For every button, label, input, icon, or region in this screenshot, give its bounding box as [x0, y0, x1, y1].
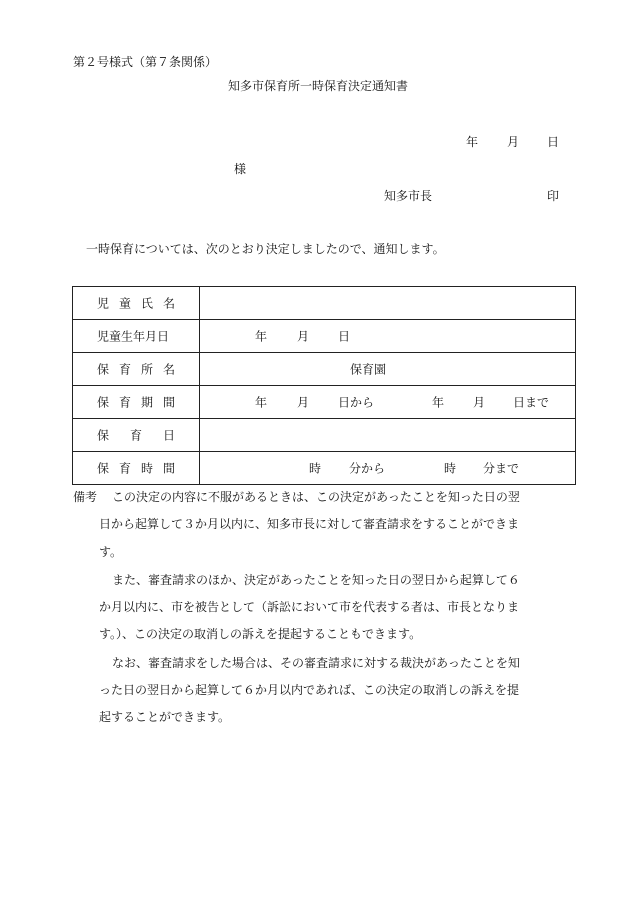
remarks-p3-line3: 起することができます。	[99, 710, 231, 724]
period-start-day: 日から	[338, 395, 375, 410]
remarks-p3-line1: なお、審査請求をした場合は、その審査請求に対する裁決があったことを知	[112, 656, 520, 670]
birth-day-label: 日	[338, 329, 351, 344]
child-name-value-cell[interactable]	[200, 287, 576, 320]
label-cell	[73, 320, 200, 353]
hours-start-hour: 時	[309, 461, 322, 476]
remarks-p1-line3: す。	[99, 545, 123, 559]
nursery-name-label: 保 育 所 名	[97, 362, 175, 377]
care-hours-value-cell[interactable]	[200, 452, 576, 485]
remarks-p2-line3: す。）、この決定の取消しの訴えを提起することもできます。	[99, 627, 422, 641]
hours-end-hour: 時	[444, 461, 457, 476]
hours-end-minute: 分まで	[483, 461, 520, 476]
intro-text: 一時保育については、次のとおり決定しましたので、通知します。	[86, 242, 445, 256]
care-period-label: 保 育 期 間	[97, 395, 175, 410]
remarks-p2-line2: か月以内に、市を被告として（訴訟において市を代表する者は、市長となりま	[99, 600, 520, 614]
label-cell	[73, 287, 200, 320]
document-title: 知多市保育所一時保育決定通知書	[228, 79, 409, 93]
addressee-honorific: 様	[234, 162, 247, 176]
label-cell	[73, 452, 200, 485]
date-year-label: 年	[466, 135, 479, 149]
child-name-label: 児 童 氏 名	[97, 296, 175, 311]
period-end-year: 年	[432, 395, 445, 410]
form-number: 第２号様式（第７条関係）	[73, 55, 218, 69]
issuer-seal: 印	[547, 189, 560, 203]
remarks-heading: 備考	[73, 490, 98, 504]
date-day-label: 日	[547, 135, 560, 149]
table-row-nursery-name	[73, 353, 576, 386]
remarks-p2-line1: また、審査請求のほか、決定があったことを知った日の翌日から起算して６	[112, 573, 520, 587]
period-start-month: 月	[297, 395, 310, 410]
label-cell	[73, 353, 200, 386]
care-days-label: 保 育 日	[97, 428, 175, 443]
decision-table	[72, 286, 576, 485]
remarks-p1-line1: この決定の内容に不服があるときは、この決定があったことを知った日の翌	[112, 490, 520, 504]
nursery-name-value-cell[interactable]	[200, 353, 576, 386]
care-hours-label: 保 育 時 間	[97, 461, 175, 476]
care-days-value-cell[interactable]	[200, 419, 576, 452]
birth-year-label: 年	[255, 329, 268, 344]
remarks-p3-line2: った日の翌日から起算して６か月以内であれば、この決定の取消しの訴えを提	[99, 683, 520, 697]
table-row-child-name	[73, 287, 576, 320]
table-row-child-birthdate	[73, 320, 576, 353]
period-start-year: 年	[255, 395, 268, 410]
care-period-value-cell[interactable]	[200, 386, 576, 419]
nursery-suffix: 保育園	[350, 362, 387, 377]
label-cell	[73, 419, 200, 452]
birth-month-label: 月	[297, 329, 310, 344]
label-cell	[73, 386, 200, 419]
table-row-care-days	[73, 419, 576, 452]
date-month-label: 月	[507, 135, 520, 149]
issuer-name: 知多市長	[384, 189, 433, 203]
hours-start-minute: 分から	[349, 461, 386, 476]
remarks-p1-line2: 日から起算して３か月以内に、知多市長に対して審査請求をすることができま	[99, 517, 520, 531]
period-end-month: 月	[473, 395, 486, 410]
table-row-care-hours	[73, 452, 576, 485]
child-birthdate-value-cell[interactable]	[200, 320, 576, 353]
table-row-care-period	[73, 386, 576, 419]
child-birthdate-label: 児童生年月日	[97, 329, 170, 344]
period-end-day: 日まで	[513, 395, 550, 410]
